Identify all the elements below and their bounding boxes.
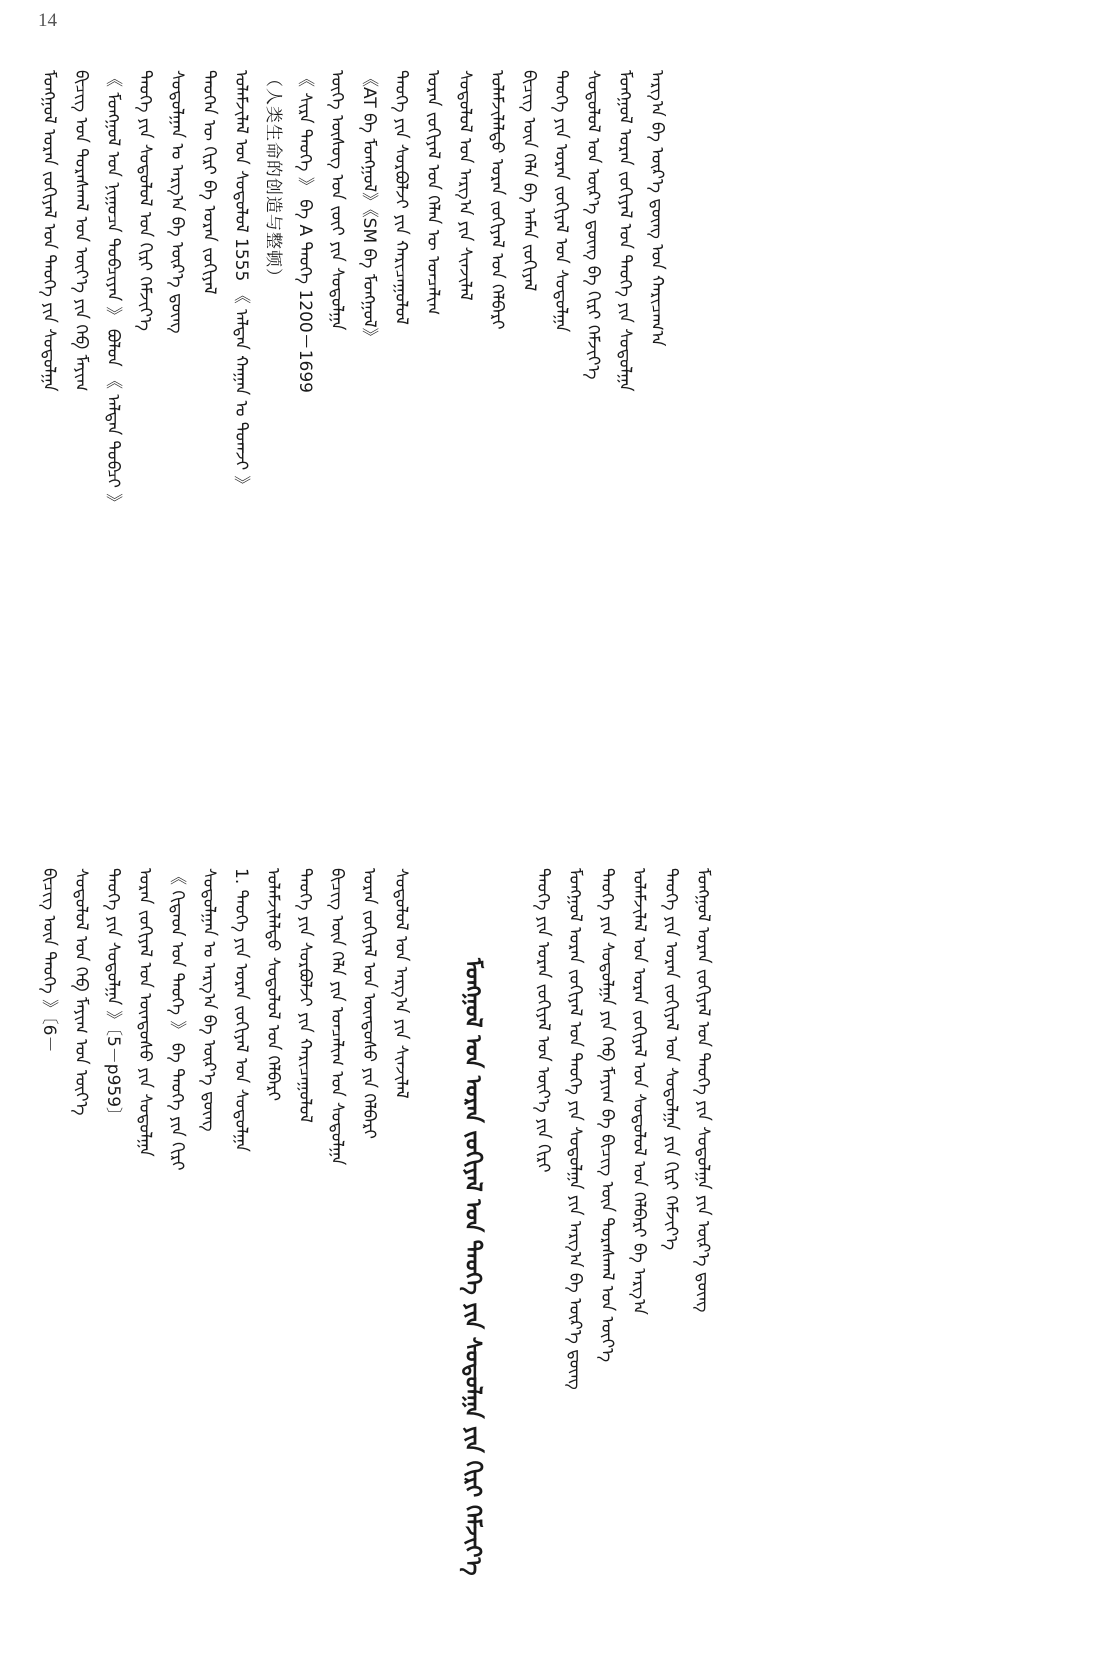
text-column: ᠰᠤᠳᠤᠯᠭᠠᠨ ᠤ ᠠᠷᠭ᠎ᠠ ᠪᠠ ᠦᠷ᠎ᠡ ᠳ᠋ᠦᠩ xyxy=(167,70,187,334)
section-heading: ᠮᠣᠩᠭᠣᠯ ᠤᠨ ᠤᠷᠠᠨ ᠵᠣᠬᠢᠶᠠᠯ ᠤᠨ ᠲᠡᠦᠬᠡ ᠶᠢᠨ ᠰᠤᠳᠤᠯᠭᠠ ᠶᠢᠨ ᠬᠢᠷᠢ ᠬᠡᠮᠵᠢᠶ᠎ᠡ xyxy=(460,958,485,1576)
text-column: 《AT ᠪᠠ ᠮᠣᠩᠭᠣᠯ》《SM ᠪᠠ ᠮᠣᠩᠭᠣᠯ》 xyxy=(359,70,379,345)
text-column: ᠲᠡᠦᠬᠡ ᠶᠢᠨ ᠰᠤᠳᠤᠯᠭᠠ ᠶᠢᠨ ᠬᠡᠪ ᠮᠠᠶᠢᠭ ᠪᠠ ᠪᠢᠴᠢᠭ᠌ ᠦᠨ ᠳᠤᠷᠠᠰᠬᠠᠯ ᠤᠨ ᠦᠶ᠎ᠡ xyxy=(597,868,617,1363)
text-column: ᠤᠷᠠᠨ ᠵᠣᠬᠢᠶᠠᠯ ᠤᠨ ᠦᠨᠳᠦᠰᠦ ᠶᠢᠨ ᠰᠤᠳᠤᠯᠭᠠ xyxy=(135,868,155,1157)
text-column: ᠲᠡᠦᠬᠡ ᠶᠢᠨ ᠰᠤᠳᠤᠯᠭᠠ 》〔5－p959〕 xyxy=(103,868,123,1125)
text-column: ᠰᠤᠳᠤᠯᠤᠯ ᠤᠨ ᠬᠡᠪ ᠮᠠᠶᠢᠭ ᠤᠨ ᠦᠶ᠎ᠡ xyxy=(71,868,91,1116)
text-column: ᠤᠯᠠᠮᠵᠢᠯᠠᠯᠲᠤ ᠤᠷᠠᠨ ᠵᠣᠬᠢᠶᠠᠯ ᠤᠨ ᠬᠡᠯᠪᠡᠷᠢ xyxy=(487,70,507,330)
text-column: ᠲᠡᠦᠬᠡ ᠶᠢᠨ ᠰᠤᠷᠪᠤᠯᠵᠢ ᠶᠢᠨ ᠬᠠᠷᠢᠴᠠᠭᠤᠯᠤᠯ xyxy=(391,70,411,325)
text-column: ᠤᠯᠠᠮᠵᠢᠯᠠᠯ ᠤᠨ ᠤᠷᠠᠨ ᠵᠣᠬᠢᠶᠠᠯ ᠤᠨ ᠰᠤᠳᠤᠯᠤᠯ ᠤᠨ ᠬᠡᠯᠪᠡᠷᠢ ᠪᠠ ᠠᠷᠭ᠎ᠠ xyxy=(629,868,649,1315)
text-column: ᠪᠢᠴᠢᠭ᠌ ᠤᠨ ᠳᠤᠷᠠᠰᠬᠠᠯ ᠤᠨ ᠦᠶ᠎ᠡ ᠶᠢᠨ ᠬᠡᠪ ᠮᠠᠶᠢᠭ xyxy=(71,70,91,392)
text-column: 1. ᠲᠡᠦᠬᠡ ᠶᠢᠨ ᠤᠷᠠᠨ ᠵᠣᠬᠢᠶᠠᠯ ᠤᠨ ᠰᠤᠳᠤᠯᠭᠠ xyxy=(231,868,251,1152)
text-column: ᠮᠣᠩᠭᠣᠯ ᠤᠷᠠᠨ ᠵᠣᠬᠢᠶᠠᠯ ᠤᠨ ᠲᠡᠦᠬᠡ ᠶᠢᠨ ᠰᠤᠳᠤᠯᠭᠠ ᠶᠢᠨ ᠠᠷᠭ᠎ᠠ ᠪᠠ ᠦᠷ᠎ᠡ ᠳ᠋ᠦᠩ xyxy=(565,868,585,1390)
text-column: ᠮᠣᠩᠭᠣᠯ ᠤᠷᠠᠨ ᠵᠣᠬᠢᠶᠠᠯ ᠤᠨ ᠲᠡᠦᠬᠡ ᠶᠢᠨ ᠰᠤᠳᠤᠯᠭᠠ xyxy=(615,70,635,392)
text-column: ᠮᠣᠩᠭᠣᠯ ᠤᠷᠠᠨ ᠵᠣᠬᠢᠶᠠᠯ ᠤᠨ ᠲᠡᠦᠬᠡ ᠶᠢᠨ ᠰᠤᠳᠤᠯᠭᠠ ᠶᠢᠨ ᠦᠷ᠎ᠡ ᠳ᠋ᠦᠩ xyxy=(693,868,713,1313)
text-column: 《 ᠰᠢᠷᠠ ᠲᠡᠦᠬᠡ 》 ᠪᠠ A ᠲᠡᠦᠬᠡ 1200－1699 xyxy=(295,70,315,393)
page-number: 14 xyxy=(38,10,57,31)
text-column: ᠲᠡᠦᠬᠡ ᠶᠢᠨ ᠰᠤᠳᠤᠯᠤᠯ ᠤᠨ ᠬᠢᠷᠢ ᠬᠡᠮᠵᠢᠶ᠎ᠡ xyxy=(135,70,155,332)
text-column: ᠪᠢᠴᠢᠭ᠌ ᠦᠨ ᠲᠡᠦᠬᠡ 》〔6－ xyxy=(39,868,59,1053)
text-column: ᠲᠡᠦᠬᠡ ᠶᠢᠨ ᠰᠤᠷᠪᠤᠯᠵᠢ ᠶᠢᠨ ᠬᠠᠷᠢᠴᠠᠭᠤᠯᠤᠯ xyxy=(295,868,315,1123)
text-column: ᠦᠭᠡ ᠦᠰᠦᠭ ᠤᠨ ᠵᠦᠢ ᠶᠢᠨ ᠰᠤᠳᠤᠯᠭᠠ xyxy=(327,70,347,331)
bottom-text-block xyxy=(34,868,1080,1660)
text-column: ᠲᠡᠦᠬᠡ ᠶᠢᠨ ᠤᠷᠠᠨ ᠵᠣᠬᠢᠶᠠᠯ ᠤᠨ ᠰᠤᠳᠤᠯᠭᠠ ᠶᠢᠨ ᠬᠢᠷᠢ ᠬᠡᠮᠵᠢᠶ᠎ᠡ xyxy=(661,868,681,1251)
column-gap xyxy=(496,868,526,1660)
top-text-block xyxy=(34,70,1080,830)
column-gap xyxy=(418,868,448,1660)
text-column: ᠲᠡᠦᠬᠡ ᠶᠢᠨ ᠤᠷᠠᠨ ᠵᠣᠬᠢᠶᠠᠯ ᠤᠨ ᠰᠤᠳᠤᠯᠭᠠ xyxy=(551,70,571,333)
text-column: ᠤᠯᠠᠮᠵᠢᠯᠠᠯ ᠤᠨ ᠰᠤᠳᠤᠯᠤᠯ 1555 《 ᠠᠯᠲᠠᠨ ᠬᠠᠭᠠᠨ ᠤ ᠲᠤᠭᠵᠢ 》 xyxy=(231,70,251,493)
text-column: ᠤᠷᠠᠨ ᠵᠣᠬᠢᠶᠠᠯ ᠤᠨ ᠬᠡᠯᠡᠨ ᠦ ᠣᠨᠴᠠᠯᠢᠭ xyxy=(423,70,443,316)
text-column: ᠤᠯᠠᠮᠵᠢᠯᠠᠯᠲᠤ ᠰᠤᠳᠤᠯᠤᠯ ᠤᠨ ᠬᠡᠯᠪᠡᠷᠢ xyxy=(263,868,283,1102)
text-column: 《 ᠮᠣᠩᠭᠣᠯ ᠤᠨ ᠨᠢᠭᠤᠴᠠ ᠲᠣᠪᠴᠢᠶᠠᠨ 》 ᠪᠣᠯᠤᠨ 《 ᠠᠯᠲᠠᠨ ᠲᠣᠪᠴᠢ 》 xyxy=(103,70,123,511)
text-column: ᠲᠡᠦᠬᠡ ᠶᠢᠨ ᠤᠷᠠᠨ ᠵᠣᠬᠢᠶᠠᠯ ᠤᠨ ᠦᠶ᠎ᠡ ᠶᠢᠨ ᠬᠢᠷᠢ xyxy=(533,868,553,1173)
chinese-parenthetical-column: （人类生命的创造与整顿） xyxy=(263,70,283,286)
text-column: 《 ᠬᠢᠳᠠᠳ ᠤᠨ ᠲᠡᠦᠬᠡ 》 ᠪᠠ ᠲᠡᠦᠬᠡ ᠶᠢᠨ ᠬᠢᠷᠢ xyxy=(167,868,187,1171)
text-column: ᠲᠡᠦᠬᠡᠨ ᠦ ᠬᠢᠷᠢ ᠪᠠ ᠤᠷᠠᠨ ᠵᠣᠬᠢᠶᠠᠯ xyxy=(199,70,219,295)
text-column: ᠰᠤᠳᠤᠯᠤᠯ ᠤᠨ ᠦᠷ᠎ᠡ ᠳ᠋ᠦᠩ ᠪᠠ ᠬᠢᠷᠢ ᠬᠡᠮᠵᠢᠶ᠎ᠡ xyxy=(583,70,603,380)
text-column: ᠰᠤᠳᠤᠯᠤᠯ ᠤᠨ ᠠᠷᠭ᠎ᠠ ᠶᠢᠨ ᠰᠢᠨᠵᠢᠯᠡᠯ xyxy=(391,868,411,1099)
text-column: ᠤᠷᠠᠨ ᠵᠣᠬᠢᠶᠠᠯ ᠤᠨ ᠦᠨᠳᠦᠰᠦ ᠶᠢᠨ ᠬᠡᠯᠪᠡᠷᠢ xyxy=(359,868,379,1139)
text-column: ᠰᠤᠳᠤᠯᠭᠠᠨ ᠤ ᠠᠷᠭ᠎ᠠ ᠪᠠ ᠦᠷ᠎ᠡ ᠳ᠋ᠦᠩ xyxy=(199,868,219,1132)
text-column: ᠠᠷᠭ᠎ᠠ ᠪᠠ ᠦᠷ᠎ᠡ ᠳ᠋ᠦᠩ ᠤᠨ ᠬᠠᠷᠢᠴᠠᠭ᠎ᠠ xyxy=(647,70,667,347)
text-column: ᠮᠣᠩᠭᠣᠯ ᠤᠷᠠᠨ ᠵᠣᠬᠢᠶᠠᠯ ᠤᠨ ᠲᠡᠦᠬᠡ ᠶᠢᠨ ᠰᠤᠳᠤᠯᠭᠠ xyxy=(39,70,59,392)
text-column: ᠪᠢᠴᠢᠭ᠌ ᠦᠨ ᠬᠡᠯᠡ ᠶᠢᠨ ᠣᠨᠴᠠᠯᠢᠭ ᠤᠨ ᠰᠤᠳᠤᠯᠭᠠ xyxy=(327,868,347,1166)
text-column: ᠪᠢᠴᠢᠭ᠌ ᠦᠨ ᠬᠡᠯᠡ ᠪᠠ ᠠᠮᠠᠨ ᠵᠣᠬᠢᠶᠠᠯ xyxy=(519,70,539,292)
text-column: ᠰᠤᠳᠤᠯᠤᠯ ᠤᠨ ᠠᠷᠭ᠎ᠠ ᠶᠢᠨ ᠰᠢᠨᠵᠢᠯᠡᠯ xyxy=(455,70,475,301)
